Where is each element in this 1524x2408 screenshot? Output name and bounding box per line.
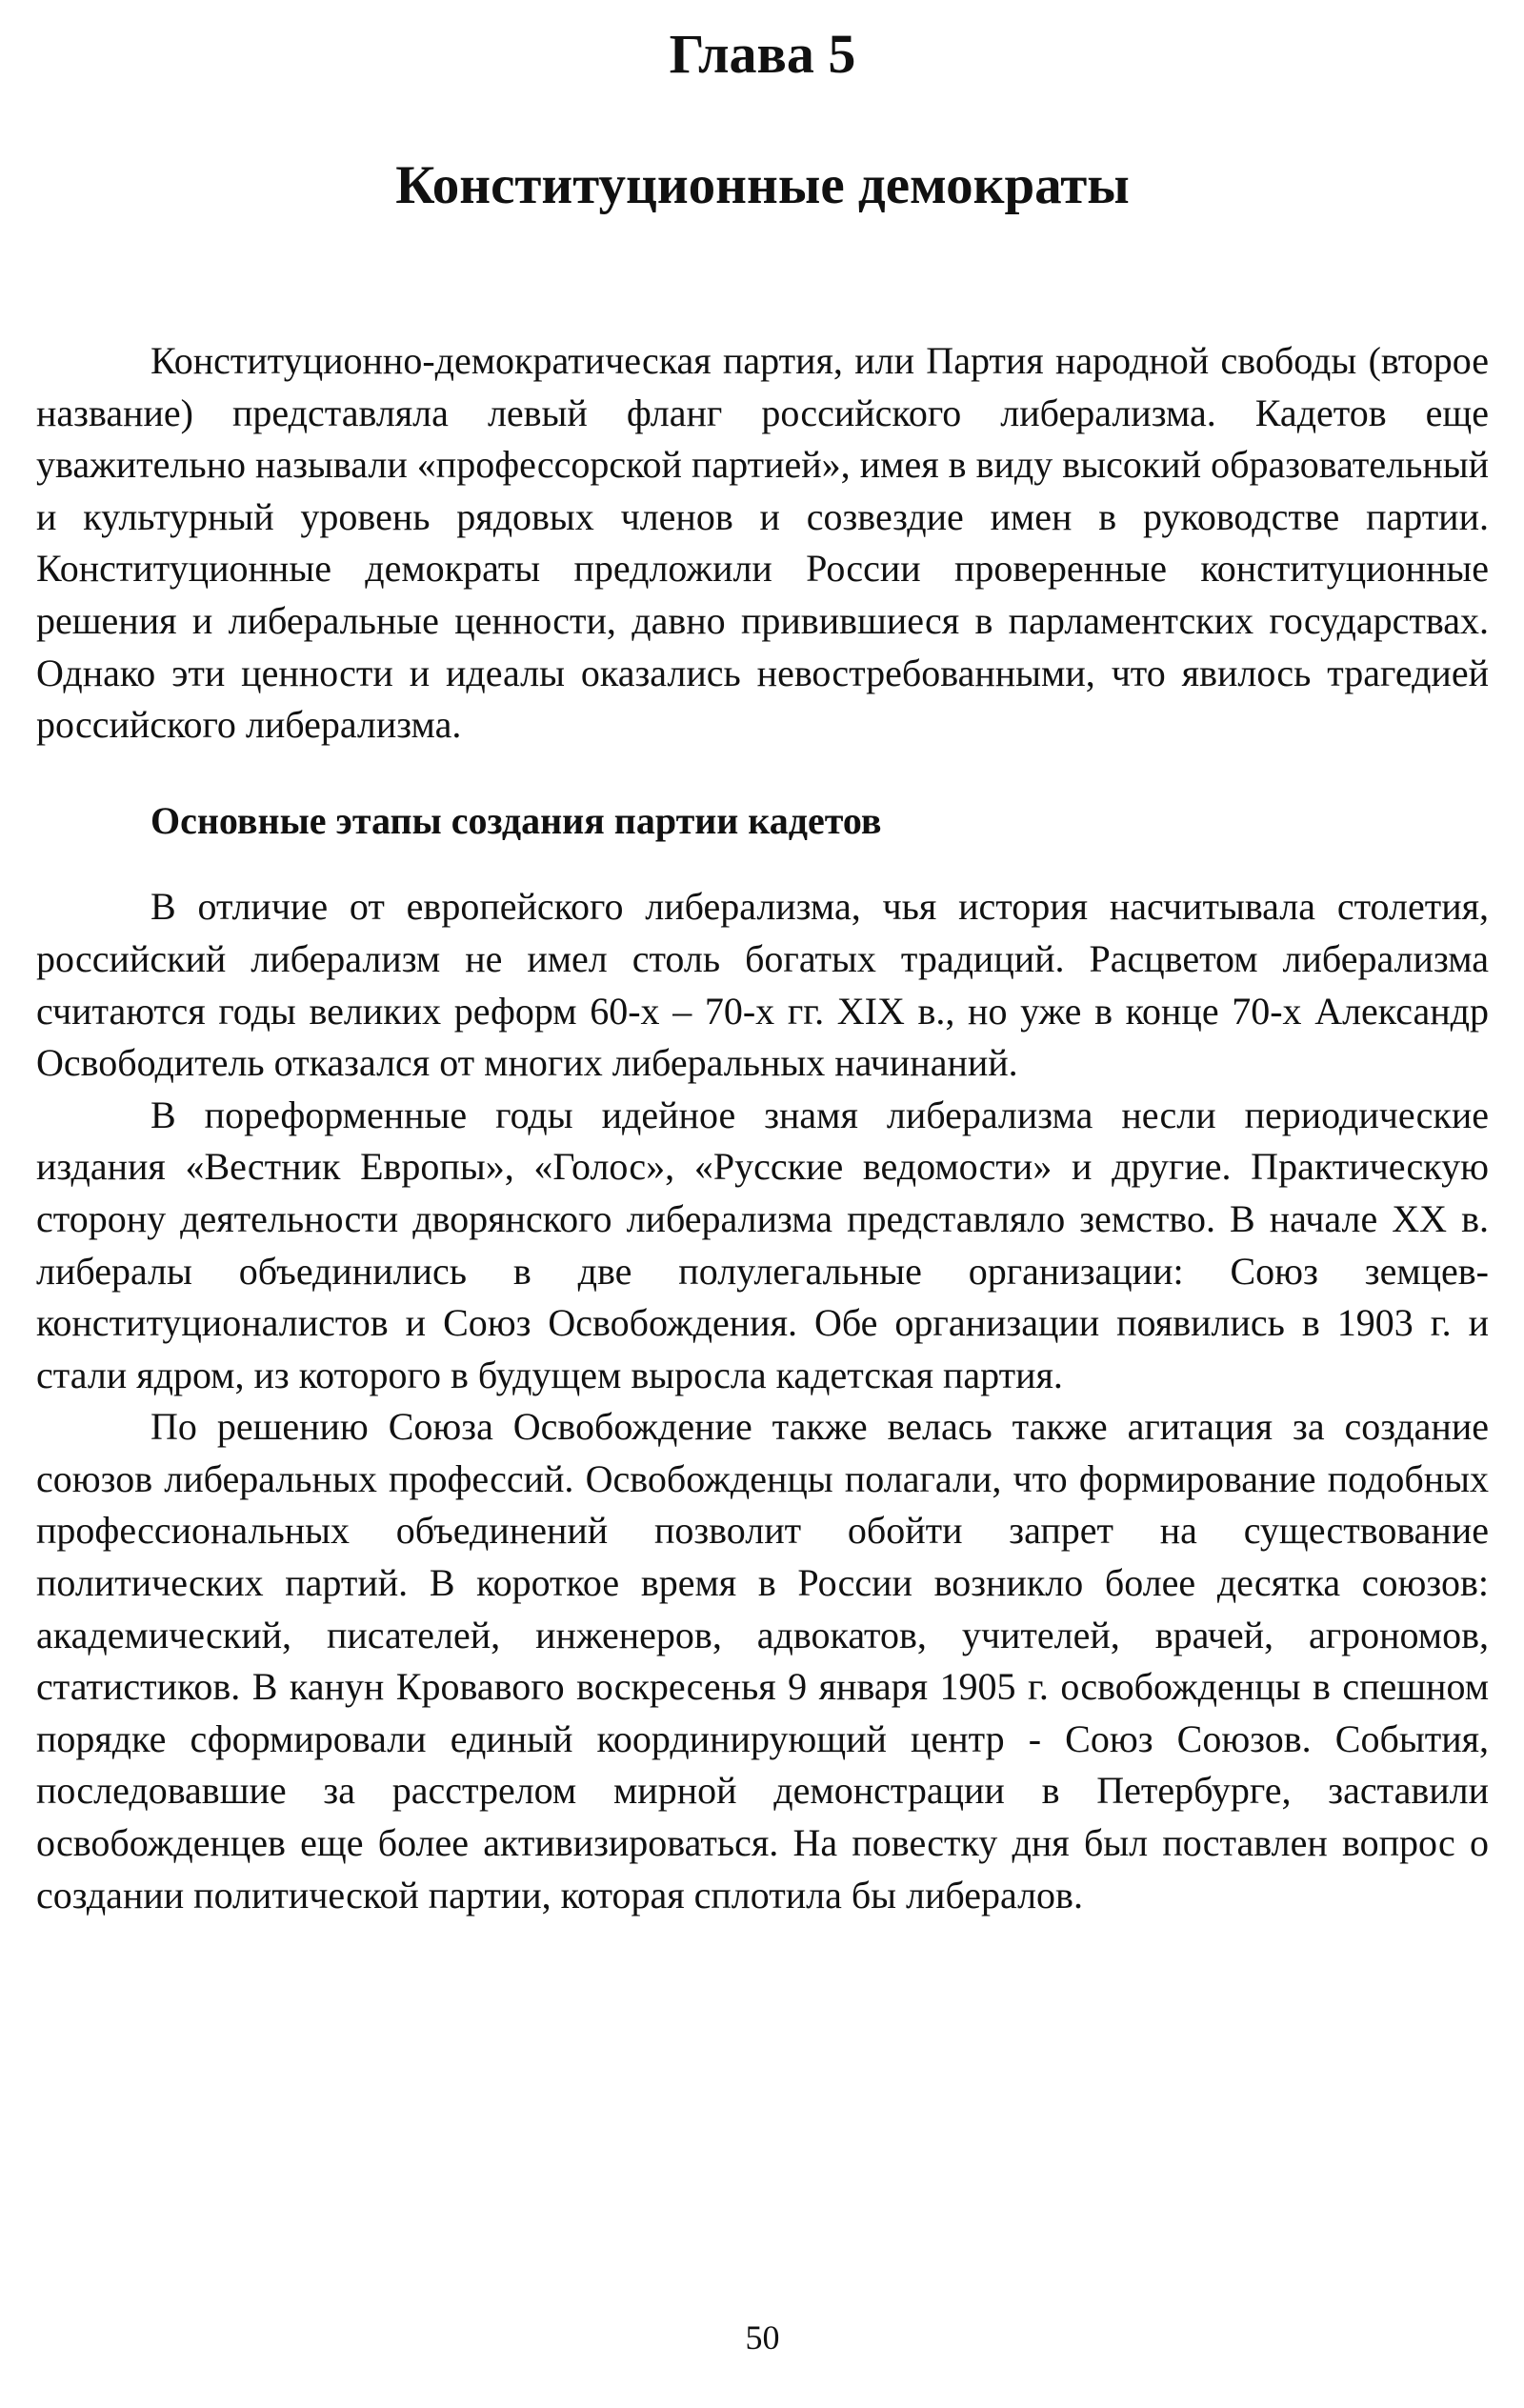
body-text	[36, 335, 1489, 1921]
section-paragraph-2: В пореформенные годы идейное знамя либерализма несли периодические издания «Вестник Европы», «Голос», «Русские ведомости» и другие. Практическую сторону деятельности дворянского либерализма представляло земство. В начале XX в. либералы объединились в две полулегальные организации: Союз земцев-конституционалистов и Союз Освобождения. Обе организации появились в 1903 г. и стали ядром, из которого в будущем выросла кадетская партия.	[36, 1093, 1489, 1396]
book-page	[36, 0, 1489, 2408]
chapter-label: Глава 5	[669, 23, 856, 85]
chapter-title: Конституционные демократы	[395, 155, 1130, 215]
section-paragraph-3: По решению Союза Освобождение также велась также агитация за создание союзов либеральных профессий. Освобожденцы полагали, что формирование подобных профессиональных объединений позволит обойти запрет на существование политических партий. В короткое время в России возникло более десятка союзов: академический, писателей, инженеров, адвокатов, учителей, врачей, агрономов, статистиков. В канун Кровавого воскресенья 9 января 1905 г. освобожденцы в спешном порядке сформировали единый координирующий центр - Союз Союзов. События, последовавшие за расстрелом мирной демонстрации в Петербурге, заставили освобожденцев еще более активизироваться. На повестку дня был поставлен вопрос о создании политической партии, которая сплотила бы либералов.	[36, 1405, 1489, 1916]
page-number: 50	[745, 2318, 780, 2357]
section-heading: Основные этапы создания партии кадетов	[150, 798, 882, 842]
intro-paragraph: Конституционно-демократическая партия, или Партия народной свободы (второе название) представляла левый фланг российского либерализма. Кадетов еще уважительно называли «профессорской партией», имея в виду высокий образовательный и культурный уровень рядовых членов и созвездие имен в руководстве партии. Конституционные демократы предложили России проверенные конституционные решения и либеральные ценности, давно привившиеся в парламентских государствах. Однако эти ценности и идеалы оказались невостребованными, что явилось трагедией российского либерализма.	[36, 339, 1489, 747]
section-paragraph-1: В отличие от европейского либерализма, чья история насчитывала столетия, российский либерализм не имел столь богатых традиций. Расцветом либерализма считаются годы великих реформ 60-х – 70-х гг. XIX в., но уже в конце 70-х Александр Освободитель отказался от многих либеральных начинаний.	[36, 885, 1489, 1085]
